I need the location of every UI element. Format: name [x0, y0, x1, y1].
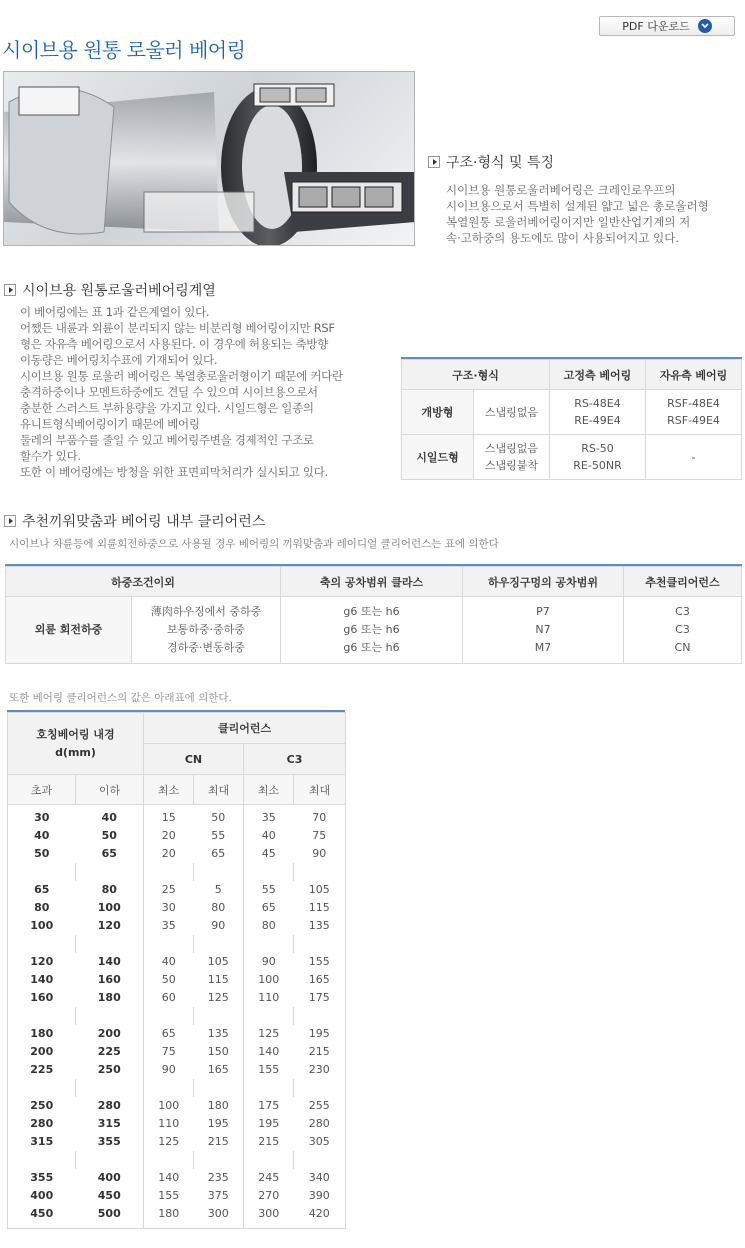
bullet-arrow-icon: [4, 515, 16, 527]
series-heading: 시이브용 원통로울러베어링계열: [4, 280, 216, 300]
table-row: 40 50 20 55 40 75: [8, 827, 346, 845]
cn-header: CN: [144, 744, 244, 775]
col-header: 하중조건이외: [6, 567, 281, 597]
table-row: 100 120 35 90 80 135: [8, 917, 346, 935]
table-row: 315 355 125 215 215 305: [8, 1133, 346, 1151]
table-row: 개방형 스냅링없음 RS-48E4 RE-49E4 RSF-48E4 RSF-49E4: [402, 390, 742, 435]
fit-heading: 추천끼워맞춤과 베어링 내부 클리어런스: [4, 511, 265, 531]
structure-table: [401, 357, 742, 480]
col-header: 구조·형식: [402, 360, 550, 390]
col-header: 자유측 베어링: [646, 360, 742, 390]
col-header: 축의 공차범위 클라스: [281, 567, 463, 597]
pdf-download-label: PDF 다운로드: [622, 20, 690, 33]
clearance-table: 호칭베어링 내경 d(mm) 클리어런스 CN C3 초과 이하 최소 최대 최소 최대 30 40 15 50 35 70 40 50 20 55 40 75 50 65 20 65 45 90 65 80 25 5 55 105 80 100 30 80 65 115 100 120 35 90 80 135 120 140 40 105 90 155 140 160 50 115 100 165 160 180 60 125 110 175 180 200 65 135 125 195 200 225 75 150 140 215 225 250 90 165 155 230 250 280 100 180 175 255 280 315 110 195 195 280 315 355 125 215 215 305 355 400 140 235 245 340 400 450 155 375 270 390 450 500 180 300 300 420: [7, 710, 345, 1229]
table-row: 50 65 20 65 45 90: [8, 845, 346, 863]
series-text: 이 베어링에는 표 1과 같은계열이 있다. 어쨌든 내륜과 외륜이 분리되지 않는 비분리형 베어링이지만 RSF 형은 자유측 베어링으로서 사용된다. 이 경우에 허용되는 축방향 이동량은 베어링치수표에 기재되어 있다. 시이브용 원통 로울러 베어링은 복열총로울러형이기 때문에 커다란 충격하중이나 모멘트하중에도 견딜 수 있으며 시이브용으로서 충분한 스러스트 부하용량을 가지고 있다. 시일드형은 일종의 유니트형식베어링이기 때문에 베어링 둘레의 부품수를 줄일 수 있고 베어링주변을 경제적인 구조로 할수가 있다. 또한 이 베어링에는 방청을 위한 표면피막처리가 실시되고 있다.: [20, 305, 343, 479]
pdf-download-button[interactable]: [599, 16, 735, 36]
col-header: 하우징구멍의 공차범위: [463, 567, 624, 597]
table-row: 시일드형 스냅링없음 스냅링붙착 RS-50 RE-50NR -: [402, 435, 742, 480]
c3-header: C3: [244, 744, 346, 775]
table-row: 400 450 155 375 270 390: [8, 1187, 346, 1205]
clearance-body: [8, 805, 346, 1229]
table-row: 30 40 15 50 35 70: [8, 805, 346, 827]
table-row: 450 500 180 300 300 420: [8, 1205, 346, 1229]
bullet-arrow-icon: [428, 156, 440, 168]
clearance-header: 클리어런스: [144, 713, 346, 744]
table-row: 65 80 25 5 55 105: [8, 881, 346, 899]
table-row: 355 400 140 235 245 340: [8, 1169, 346, 1187]
features-heading: 구조·형식 및 특징: [428, 152, 554, 172]
features-text: 시이브용 원통로울러베어링은 크레인로우프의 시이브용으로서 특별히 설계된 얇고 넓은 총로울러형 복열원통 로울러베어링이지만 일반산업기계의 저 속·고하중의 용도에도 많이 사용되어지고 있다.: [446, 183, 709, 245]
fit-table: [5, 564, 742, 664]
chevron-down-icon: [698, 19, 712, 33]
col-header: 고정측 베어링: [550, 360, 646, 390]
table-row: 250 280 100 180 175 255: [8, 1097, 346, 1115]
table-row: 225 250 90 165 155 230: [8, 1061, 346, 1079]
bearing-illustration: [3, 71, 415, 246]
table-row: 외륜 회전하중 薄肉하우징에서 중하중 보통하중·중하중 경하중·변동하중 g6 또는 h6 g6 또는 h6 g6 또는 h6 P7 N7 M7 C3 C3 CN: [6, 597, 742, 664]
table-row: 180 200 65 135 125 195: [8, 1025, 346, 1043]
table-row: 200 225 75 150 140 215: [8, 1043, 346, 1061]
bullet-arrow-icon: [4, 284, 16, 296]
col-header: 추천클리어런스: [624, 567, 742, 597]
table-row: 280 315 110 195 195 280: [8, 1115, 346, 1133]
table-row: 140 160 50 115 100 165: [8, 971, 346, 989]
page-title: 시이브용 원통 로울러 베어링: [2, 38, 246, 62]
table-row: 160 180 60 125 110 175: [8, 989, 346, 1007]
bore-header: 호칭베어링 내경 d(mm): [8, 713, 144, 775]
table-row: 80 100 30 80 65 115: [8, 899, 346, 917]
clearance-note: 또한 베어링 클리어런스의 값은 아래표에 의한다.: [9, 692, 232, 704]
table-row: 120 140 40 105 90 155: [8, 953, 346, 971]
fit-note: 시이브나 차륜등에 외륜회전하중으로 사용될 경우 베어링의 끼워맞춤과 레이디얼 클리어런스는 표에 의한다: [9, 538, 499, 550]
